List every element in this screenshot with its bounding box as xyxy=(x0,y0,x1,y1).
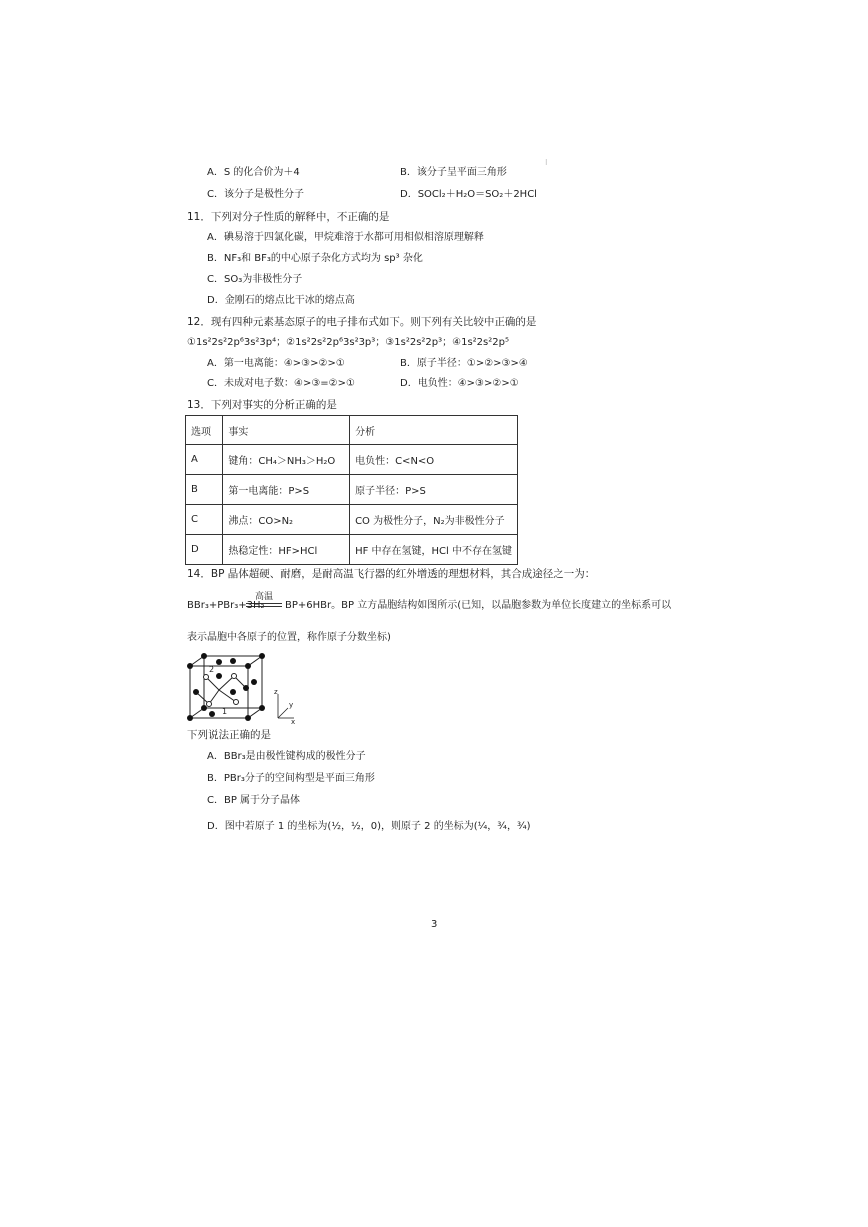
atom xyxy=(201,653,207,659)
q10-option-d: D．SOCl₂＋H₂O＝SO₂＋2HCl xyxy=(400,189,537,200)
y-axis-label: y xyxy=(289,701,294,709)
q12-option-b: B．原子半径：①>②>③>④ xyxy=(400,358,528,369)
q10-option-b: B．该分子呈平面三角形 xyxy=(400,167,507,178)
q12-option-c: C．未成对电子数：④>③=②>① xyxy=(207,378,355,389)
q13-stem: 13．下列对事实的分析正确的是 xyxy=(187,399,337,411)
table-row xyxy=(186,475,518,505)
q14-line3: 表示晶胞中各原子的位置，称作原子分数坐标) xyxy=(187,632,391,643)
q10-option-a: A．S 的化合价为＋4 xyxy=(207,167,300,178)
reaction-condition: 高温 xyxy=(255,592,274,602)
q11-stem: 11．下列对分子性质的解释中，不正确的是 xyxy=(187,211,390,223)
atom xyxy=(187,663,193,669)
table-cell: HF 中存在氢键，HCl 中不存在氢键 xyxy=(350,535,518,565)
table-cell: 键角：CH₄＞NH₃＞H₂O xyxy=(223,445,350,475)
page-number: 3 xyxy=(431,919,438,930)
table-cell: 第一电离能：P>S xyxy=(223,475,350,505)
table-header-cell: 分析 xyxy=(350,416,518,445)
atom xyxy=(209,711,215,717)
atom xyxy=(230,658,236,664)
atom xyxy=(259,653,265,659)
atom-open xyxy=(204,675,209,680)
atom xyxy=(187,715,193,721)
atom-open xyxy=(207,702,212,707)
table-cell: 电负性：C<N<O xyxy=(350,445,518,475)
table-cell: D xyxy=(186,535,223,565)
table-header-row xyxy=(186,416,518,445)
crystal-cell-figure xyxy=(186,652,298,724)
atom-open xyxy=(234,700,239,705)
table-header-cell: 选项 xyxy=(186,416,223,445)
table-cell: 沸点：CO>N₂ xyxy=(223,505,350,535)
q12-configs: ①1s²2s²2p⁶3s²3p⁴；②1s²2s²2p⁶3s²3p³；③1s²2s²2p³；④1s²2s²2p⁵ xyxy=(187,337,509,348)
table-cell: 热稳定性：HF>HCl xyxy=(223,535,350,565)
atom xyxy=(216,659,222,665)
q14-stem: 14．BP 晶体超硬、耐磨，是耐高温飞行器的红外增透的理想材料，其合成途径之一为： xyxy=(187,568,596,580)
atom-1-label: 1 xyxy=(222,707,228,716)
atom xyxy=(251,679,257,685)
atom-2-label: 2 xyxy=(209,665,215,674)
atom-open xyxy=(232,674,237,679)
table-header-cell: 事实 xyxy=(223,416,350,445)
q10-option-c: C．该分子是极性分子 xyxy=(207,189,304,200)
table-cell: 原子半径：P>S xyxy=(350,475,518,505)
atom xyxy=(245,715,251,721)
q11-option-b: B．NF₃和 BF₃的中心原子杂化方式均为 sp³ 杂化 xyxy=(207,253,423,264)
atom xyxy=(245,663,251,669)
atom xyxy=(230,689,236,695)
q14-prompt: 下列说法正确的是 xyxy=(187,729,271,741)
table-cell: B xyxy=(186,475,223,505)
table-row xyxy=(186,445,518,475)
q14-option-c: C．BP 属于分子晶体 xyxy=(207,795,301,806)
q11-option-c: C．SO₃为非极性分子 xyxy=(207,274,303,285)
table-row xyxy=(186,535,518,565)
table-row xyxy=(186,505,518,535)
q14-option-b: B．PBr₃分子的空间构型是平面三角形 xyxy=(207,773,375,784)
atom xyxy=(259,705,265,711)
table-cell: CO 为极性分子，N₂为非极性分子 xyxy=(350,505,518,535)
table-cell: A xyxy=(186,445,223,475)
q11-option-d: D．金刚石的熔点比干冰的熔点高 xyxy=(207,295,355,306)
x-axis-label: x xyxy=(291,718,296,724)
scan-mark: ⁝ xyxy=(545,158,548,167)
q11-option-a: A．碘易溶于四氯化碳，甲烷难溶于水都可用相似相溶原理解释 xyxy=(207,232,484,243)
q13-table xyxy=(185,415,518,565)
reaction-right: BP+6HBr。BP 立方晶胞结构如图所示(已知，以晶胞参数为单位长度建立的坐标系可以 xyxy=(285,600,672,611)
q12-option-a: A．第一电离能：④>③>②>① xyxy=(207,358,345,369)
q14-option-d: D．图中若原子 1 的坐标为(½，½，0)，则原子 2 的坐标为(¼，¾，¾) xyxy=(207,821,531,832)
q14-option-a: A．BBr₃是由极性键构成的极性分子 xyxy=(207,751,366,762)
atom xyxy=(193,689,199,695)
atom xyxy=(216,673,222,679)
atom xyxy=(243,685,249,691)
table-cell: C xyxy=(186,505,223,535)
z-axis-label: z xyxy=(274,688,278,696)
q12-option-d: D．电负性：④>③>②>① xyxy=(400,378,519,389)
q12-stem: 12．现有四种元素基态原子的电子排布式如下。则下列有关比较中正确的是 xyxy=(187,316,537,328)
reaction-left: BBr₃+PBr₃+3H₂ xyxy=(187,600,265,611)
atom xyxy=(201,705,207,711)
